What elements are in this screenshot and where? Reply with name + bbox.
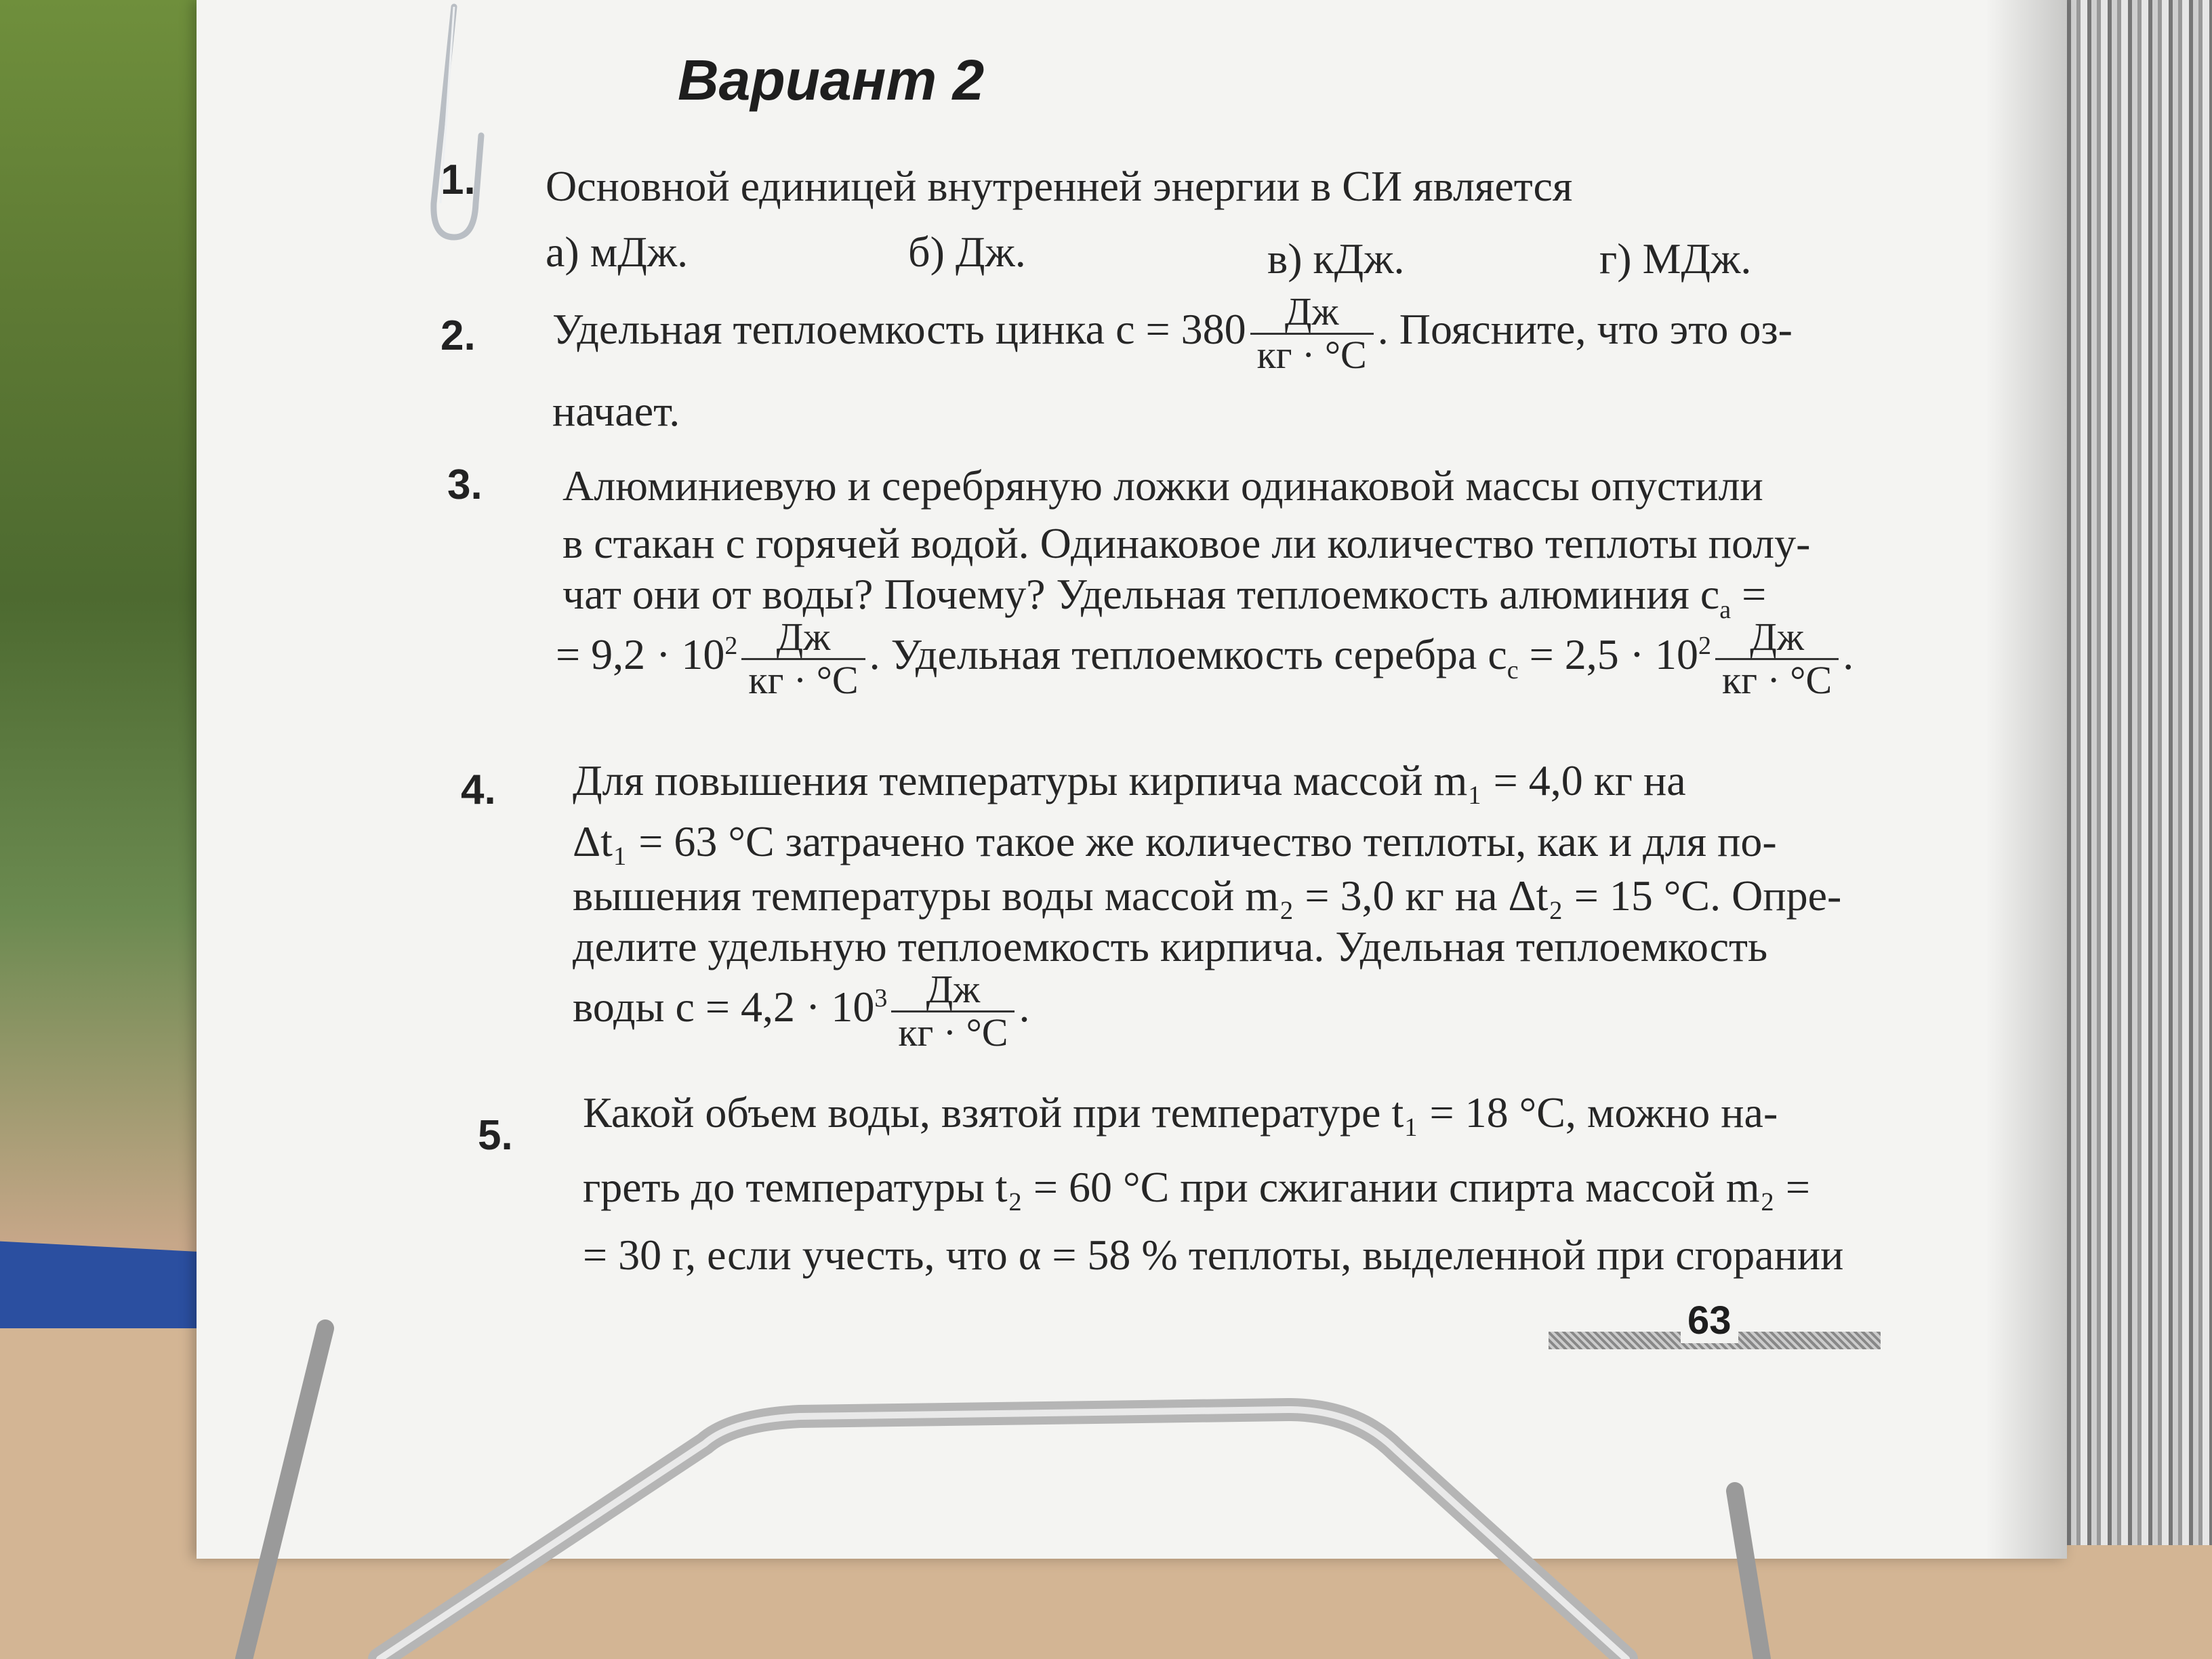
unit-fraction: $\frac{Дж}{кг \cdot ^\circ С}$ (1250, 291, 1374, 376)
option-d: г) МДж. (1599, 234, 1752, 283)
task-number: 4. (461, 766, 496, 813)
page-heading: Вариант 2 (678, 48, 985, 112)
task-number: 3. (447, 462, 483, 508)
unit-fraction: $\frac{Дж}{кг \cdot ^\circ С}$ (1715, 617, 1839, 701)
unit-fraction: $\frac{Дж}{кг \cdot ^\circ С}$ (741, 617, 865, 701)
task-line: делите удельную теплоемкость кирпича. Удельная теплоемкость (573, 922, 1768, 970)
task-line: Δt₁ = 63 °С затрачено такое же количество теплоты, как и для по- (573, 817, 1777, 865)
option-b: б) Дж. (908, 228, 1026, 276)
task-line: греть до температуры t₂ = 60 °С при сжигании спирта массой m₂ = (583, 1163, 1810, 1211)
task-line: Какой объем воды, взятой при температуре t₁ = 18 °С, можно на- (583, 1088, 1778, 1136)
task-line: чат они от воды? Почему? Удельная теплоемкость алюминия $с_а$ = (562, 570, 1767, 624)
option-c: в) кДж. (1267, 234, 1405, 283)
paperclip-icon (407, 0, 488, 251)
task-line: Удельная теплоемкость цинка с = 380 $\frac{Дж}{кг \cdot ^\circ С}$ . Поясните, что это оз- (552, 289, 1793, 377)
task-line: = 30 г, если учесть, что α = 58 % теплоты, выделенной при сгорании (583, 1231, 1844, 1279)
task-line: воды $с = 4,2 \cdot 10^3$ $\frac{Дж}{кг \cdot ^\circ С}$ . (573, 967, 1030, 1054)
task-line: = $9,2 \cdot 10^2$ $\frac{Дж}{кг \cdot ^\circ С}$ . Удельная теплоемкость серебра $с_с = 2,5 \cdot 10^2$ $\frac{Дж}{кг \cdot ^\circ С}$ . (556, 615, 1854, 702)
task-number: 2. (441, 312, 476, 359)
page-number: 63 (1681, 1298, 1738, 1343)
task-line: в стакан с горячей водой. Одинаковое ли количество теплоты полу- (562, 519, 1811, 567)
task-line: Для повышения температуры кирпича массой m₁ = 4,0 кг на (573, 756, 1686, 804)
option-a: а) мДж. (546, 228, 689, 276)
task-line: начает. (552, 387, 680, 435)
task-line: Алюминиевую и серебряную ложки одинаковой массы опустили (562, 462, 1763, 510)
task-number: 1. (441, 157, 476, 203)
task-line: вышения температуры воды массой m₂ = 3,0 кг на Δt₂ = 15 °С. Опре- (573, 872, 1842, 920)
unit-fraction: $\frac{Дж}{кг \cdot ^\circ С}$ (891, 969, 1015, 1054)
task-number: 5. (478, 1112, 513, 1159)
task-text: Основной единицей внутренней энергии в СИ является (546, 162, 1573, 210)
